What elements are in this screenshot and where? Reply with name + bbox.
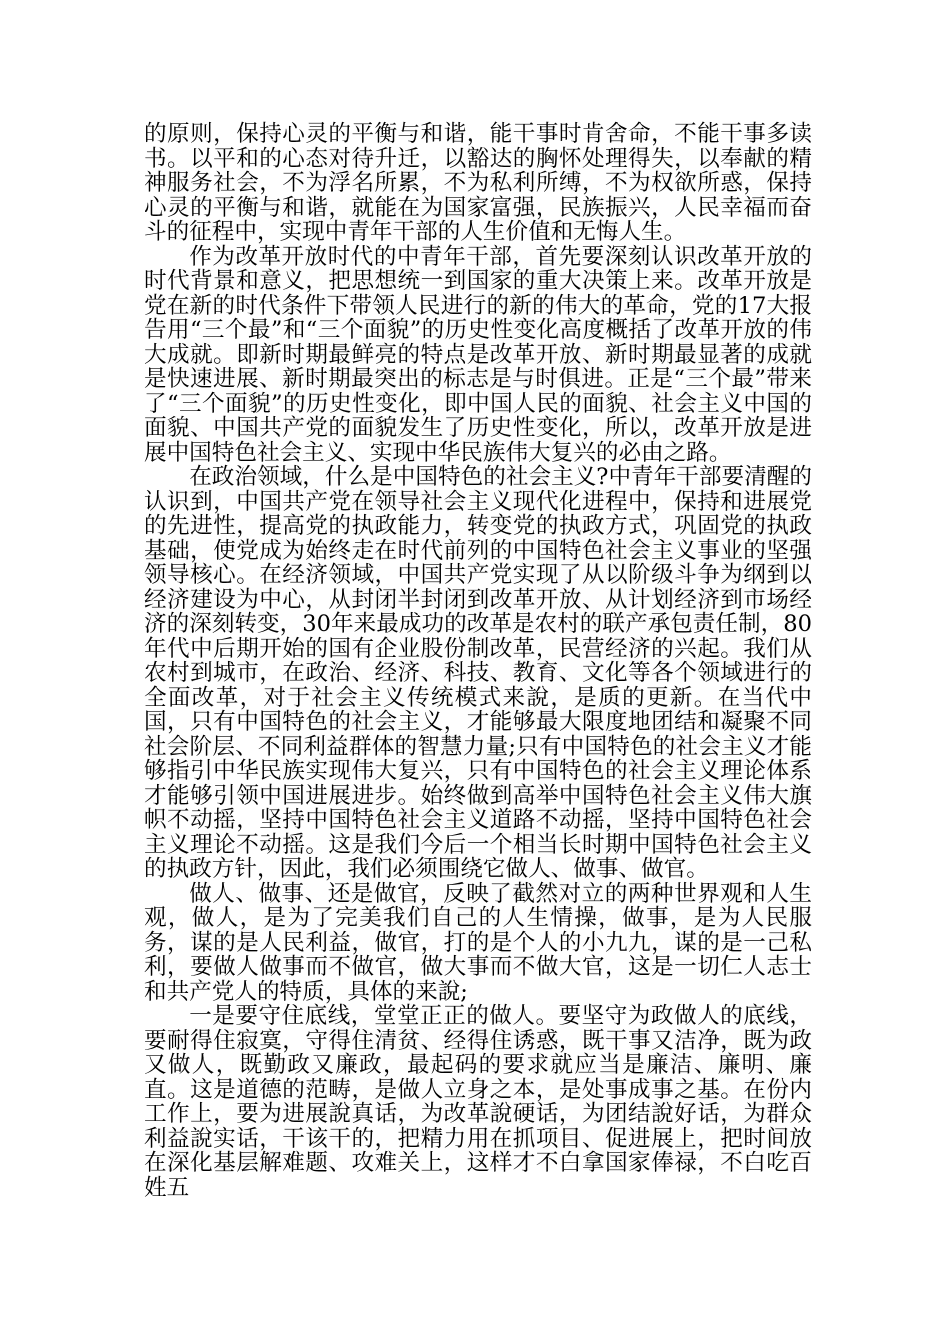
paragraph-reform-opening: 作为改革开放时代的中青年干部，首先要深刻认识改革开放的时代背景和意义，把思想统一到国家的重大决策上来。改革开放是党在新的时代条件下带领人民进行的新的伟大的革命，党的17大报告用“三个最”和“三个面貌”的历史性变化高度概括了改革开放的伟大成就。即新时期最鲜亮的特点是改革开放、新时期最显著的成就是快速进展、新时期最突出的标志是与时俱进。正是“三个最”带来了“三个面貌”的历史性变化，即中国人民的面貌、社会主义中国的面貌、中国共产党的面貌发生了历史性变化，所以，改革开放是进展中国特色社会主义、实现中华民族伟大复兴的必由之路。 [144,243,812,466]
document-page [144,122,812,1200]
paragraph-continuation: 的原则，保持心灵的平衡与和谐，能干事时肯舍命，不能干事多读书。以平和的心态对待升迁，以豁达的胸怀处理得失，以奉献的精神服务社会，不为浮名所累，不为私利所缚，不为权欲所惑，保持心灵的平衡与和谐，就能在为国家富强，民族振兴，人民幸福而奋斗的征程中，实现中青年干部的人生价值和无悔人生。 [144,121,812,245]
paragraph-political-economic: 在政治领域，什么是中国特色的社会主义?中青年干部要清醒的认识到，中国共产党在领导社会主义现代化进程中，保持和进展党的先进性，提高党的执政能力，转变党的执政方式，巩固党的执政基础，使党成为始终走在时代前列的中国特色社会主义事业的坚强领导核心。在经济领域，中国共产党实现了从以阶级斗争为纲到以经济建设为中心，从封闭半封闭到改革开放、从计划经济到市场经济的深刻转变，30年来最成功的改革是农村的联产承包责任制，80年代中后期开始的国有企业股份制改革，民营经济的兴起。我们从农村到城市，在政治、经济、科技、教育、文化等各个领域进行的全面改革，对于社会主义传统模式来說，是质的更新。在当代中国，只有中国特色的社会主义，才能够最大限度地团结和凝聚不同社会阶层、不同利益群体的智慧力量;只有中国特色的社会主义才能够指引中华民族实现伟大复兴，只有中国特色的社会主义理论体系才能够引领中国进展进步。始终做到高举中国特色社会主义伟大旗帜不动摇，坚持中国特色社会主义道路不动摇，坚持中国特色社会主义理论不动摇。这是我们今后一个相当长时期中国特色社会主义的执政方针，因此，我们必须围绕它做人、做事、做官。 [144,464,812,882]
paragraph-be-person-do-work: 做人、做事、还是做官，反映了截然对立的两种世界观和人生观，做人，是为了完美我们自己的人生情操，做事，是为人民服务，谋的是人民利益，做官，打的是个人的小九九，谋的是一己私利，要做人做事而不做官，做大事而不做大官，这是一切仁人志士和共产党人的特质，具体的来說; [144,880,812,1005]
paragraph-bottom-line: 一是要守住底线，堂堂正正的做人。要坚守为政做人的底线，要耐得住寂寞，守得住清贫、经得住诱惑，既干事又洁净，既为政又做人，既勤政又廉政，最起码的要求就应当是廉洁、廉明、廉直。这是道德的范畴，是做人立身之本，是处事成事之基。在份内工作上，要为进展說真话，为改革說硬话，为团结說好话，为群众利益說实话，干该干的，把精力用在抓项目、促进展上，把时间放在深化基层解难题、攻难关上，这样才不白拿国家俸禄，不白吃百姓五 [144,1003,812,1201]
